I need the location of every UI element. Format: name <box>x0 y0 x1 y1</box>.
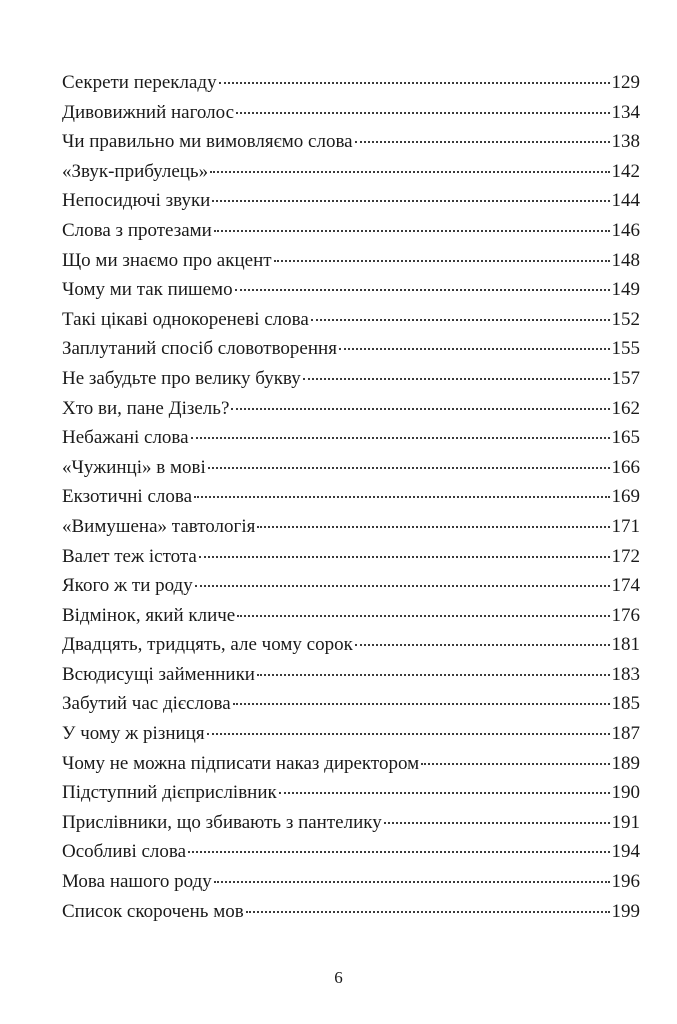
dot-leader <box>233 703 610 705</box>
dot-leader <box>339 348 610 350</box>
toc-entry <box>62 216 640 246</box>
toc-entry <box>62 601 640 631</box>
toc-entry <box>62 364 640 394</box>
toc-entry-page: 148 <box>611 249 640 271</box>
toc-entry-title: Такі цікаві однокореневі слова <box>62 308 309 330</box>
dot-leader <box>355 644 610 646</box>
toc-entry-title: Дивовижний наголос <box>62 101 235 123</box>
toc-entry-page: 142 <box>611 160 640 182</box>
toc-entry <box>62 423 640 453</box>
toc-entry-page: 190 <box>611 782 640 804</box>
toc-entry-title: Небажані слова <box>62 427 189 449</box>
toc-entry <box>62 482 640 512</box>
toc-entry-page: 176 <box>611 604 640 626</box>
toc-entry-page: 152 <box>611 308 640 330</box>
toc-entry <box>62 630 640 660</box>
toc-entry-title: «Звук-прибулець» <box>62 160 209 182</box>
dot-leader <box>191 437 610 439</box>
toc-entry-page: 149 <box>611 279 640 301</box>
dot-leader <box>237 615 609 617</box>
toc-entry-title: Підступний дієприслівник <box>62 782 277 804</box>
toc-entry-title: Прислівники, що збивають з пантелику <box>62 811 382 833</box>
toc-entry-title: Чи правильно ми вимовляємо слова <box>62 131 353 153</box>
toc-entry <box>62 127 640 157</box>
toc-entry-title: Хто ви, пане Дізель? <box>62 397 230 419</box>
toc-entry <box>62 778 640 808</box>
toc-entry <box>62 512 640 542</box>
dot-leader <box>246 911 610 913</box>
dot-leader <box>214 881 610 883</box>
toc-entry-page: 191 <box>611 811 640 833</box>
toc-entry <box>62 542 640 572</box>
toc-entry <box>62 749 640 779</box>
toc-entry-title: Особливі слова <box>62 841 187 863</box>
toc-entry <box>62 837 640 867</box>
page-number: 6 <box>334 968 343 987</box>
toc-entry-page: 129 <box>611 72 640 93</box>
toc-entry-page: 194 <box>611 841 640 863</box>
toc-entry-title: Слова з протезами <box>62 219 212 241</box>
toc-entry <box>62 275 640 305</box>
toc-entry <box>62 394 640 424</box>
toc-entry <box>62 808 640 838</box>
dot-leader <box>355 141 610 143</box>
dot-leader <box>199 556 610 558</box>
toc-entry-title: Екзотичні слова <box>62 486 193 508</box>
toc-entry-title: «Чужинці» в мові <box>62 456 206 478</box>
toc-entry-title: У чому ж різниця <box>62 723 205 745</box>
toc-entry-page: 171 <box>611 515 640 537</box>
dot-leader <box>311 319 610 321</box>
dot-leader <box>257 526 609 528</box>
toc-entry-page: 146 <box>611 219 640 241</box>
toc-entry-page: 183 <box>611 663 640 685</box>
toc-entry-page: 185 <box>611 693 640 715</box>
toc-entry-page: 172 <box>611 545 640 567</box>
toc-entry <box>62 334 640 364</box>
toc-entry-page: 189 <box>611 752 640 774</box>
toc-entry <box>62 98 640 128</box>
toc-entry-page: 166 <box>611 456 640 478</box>
dot-leader <box>207 733 610 735</box>
dot-leader <box>219 82 610 84</box>
toc-entry-title: Відмінок, який кличе <box>62 604 236 626</box>
toc-entry-page: 144 <box>611 190 640 212</box>
toc-entry-title: Чому ми так пишемо <box>62 279 233 301</box>
toc-entry-page: 157 <box>611 367 640 389</box>
dot-leader <box>214 230 610 232</box>
toc-entry-page: 199 <box>611 900 640 922</box>
toc-entry <box>62 305 640 335</box>
toc-entry <box>62 867 640 897</box>
toc-entry <box>62 453 640 483</box>
dot-leader <box>421 763 609 765</box>
dot-leader <box>208 467 610 469</box>
toc-entry-page: 134 <box>611 101 640 123</box>
toc-entry-title: Список скорочень мов <box>62 900 244 922</box>
toc-entry <box>62 660 640 690</box>
dot-leader <box>210 171 609 173</box>
toc-entry-page: 187 <box>611 723 640 745</box>
dot-leader <box>231 408 609 410</box>
toc-entry-title: Двадцять, тридцять, але чому сорок <box>62 634 353 656</box>
toc-entry-page: 155 <box>611 338 640 360</box>
dot-leader <box>257 674 610 676</box>
toc-entry-title: Секрети перекладу <box>62 72 217 93</box>
dot-leader <box>188 851 609 853</box>
dot-leader <box>279 792 610 794</box>
toc-entry <box>62 246 640 276</box>
toc-entry-page: 162 <box>611 397 640 419</box>
toc-entry-title: Непосидючі звуки <box>62 190 211 212</box>
dot-leader <box>236 112 609 114</box>
toc-entry-title: Чому не можна підписати наказ директором <box>62 752 420 774</box>
table-of-contents <box>62 68 640 926</box>
toc-entry <box>62 68 640 98</box>
toc-entry-page: 196 <box>611 871 640 893</box>
toc-entry-title: Всюдисущі займенники <box>62 663 255 685</box>
toc-entry-page: 181 <box>611 634 640 656</box>
toc-entry <box>62 719 640 749</box>
dot-leader <box>384 822 610 824</box>
toc-entry-title: Не забудьте про велику букву <box>62 367 301 389</box>
toc-entry-title: Мова нашого роду <box>62 871 212 893</box>
toc-entry-title: Що ми знаємо про акцент <box>62 249 272 271</box>
dot-leader <box>195 585 610 587</box>
dot-leader <box>235 289 610 291</box>
toc-entry-title: Якого ж ти роду <box>62 575 193 597</box>
toc-entry <box>62 897 640 927</box>
toc-entry-title: Забутий час дієслова <box>62 693 231 715</box>
dot-leader <box>274 260 610 262</box>
toc-entry <box>62 186 640 216</box>
toc-entry <box>62 571 640 601</box>
toc-entry <box>62 157 640 187</box>
toc-entry <box>62 689 640 719</box>
toc-entry-title: Валет теж істота <box>62 545 197 567</box>
toc-entry-page: 165 <box>611 427 640 449</box>
dot-leader <box>303 378 610 380</box>
toc-entry-title: Заплутаний спосіб словотворення <box>62 338 337 360</box>
toc-entry-page: 174 <box>611 575 640 597</box>
dot-leader <box>212 200 609 202</box>
toc-entry-title: «Вимушена» тавтологія <box>62 515 256 537</box>
toc-entry-page: 169 <box>611 486 640 508</box>
dot-leader <box>194 496 609 498</box>
toc-entry-page: 138 <box>611 131 640 153</box>
